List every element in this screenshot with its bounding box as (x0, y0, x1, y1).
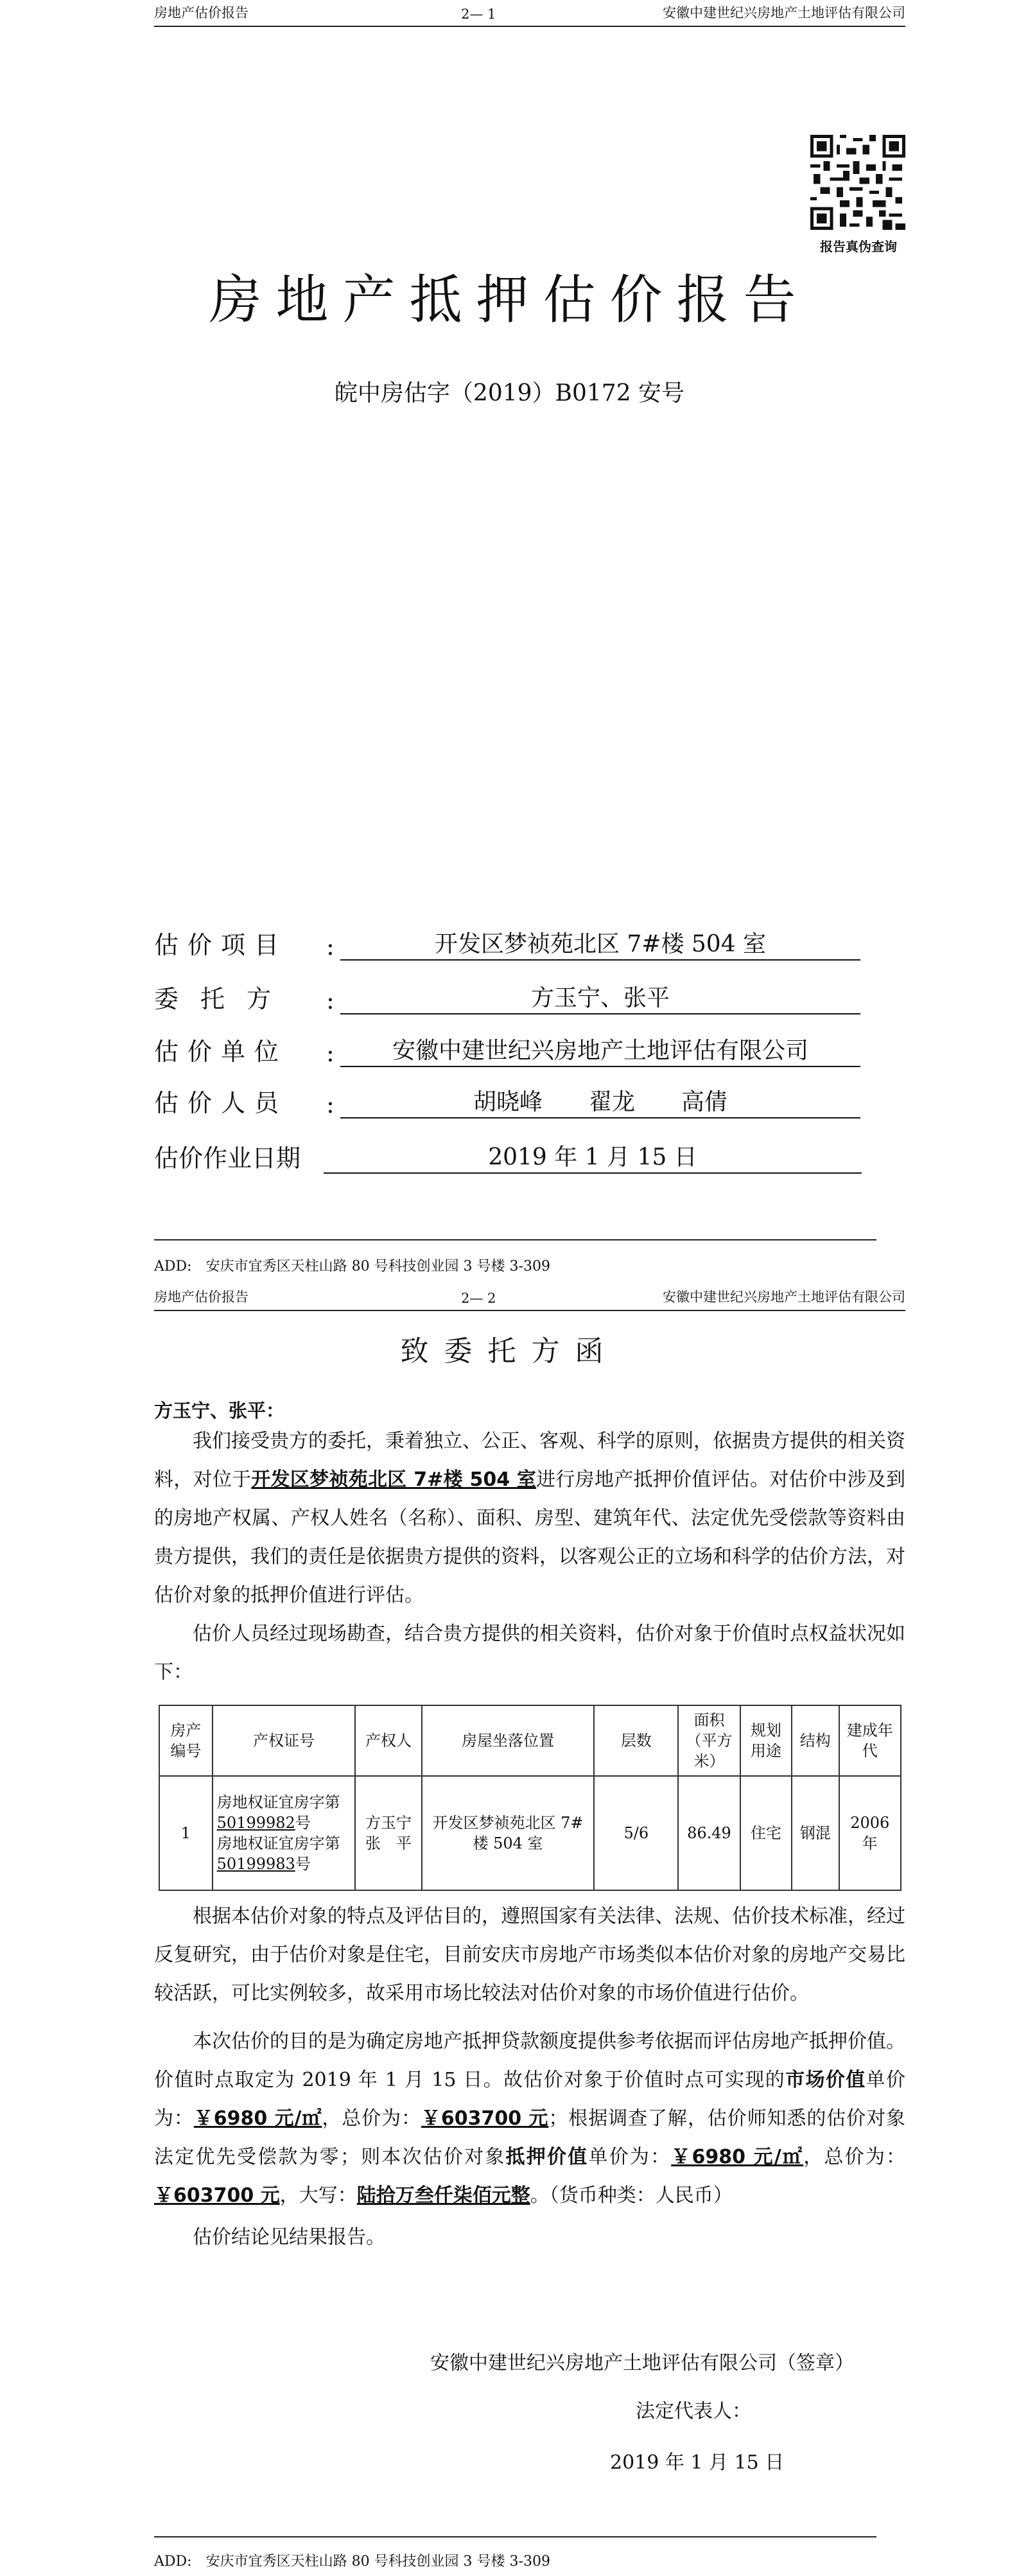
owner-name: 方玉宁 (365, 1814, 412, 1832)
table-header-cell: 建成年代 (839, 1705, 901, 1776)
table-header-cell: 规划用途 (740, 1705, 792, 1776)
field-value-client: 方玉宁、张平 (340, 984, 860, 1014)
signature-company: 安徽中建世纪兴房地产土地评估有限公司（签章） (430, 2352, 854, 2374)
cell-owner (355, 1776, 421, 1890)
page2-header-left: 房地产估价报告 (154, 1289, 248, 1305)
field-label-company: 估价单位 (154, 1038, 288, 1066)
report-number: 皖中房估字（2019）B0172 安号 (334, 380, 685, 406)
table-header-cell: 面积（平方米） (678, 1705, 740, 1776)
table-header-cell: 结构 (792, 1705, 839, 1776)
page1-footer-divider (154, 1239, 876, 1240)
report-title: 房地产抵押估价报告 (209, 270, 810, 331)
letter-salutation: 方玉宁、张平： (154, 1400, 285, 1422)
table-header-cell: 产权证号 (213, 1705, 356, 1776)
cell-no: 1 (159, 1776, 213, 1890)
table-header-cell: 产权人 (355, 1705, 421, 1776)
letter-paragraph-2: 估价人员经过现场勘查，结合贵方提供的相关资料，估价对象于价值时点权益状况如下： (154, 1623, 905, 1684)
field-label-date: 估价作业日期 (154, 1144, 301, 1172)
certificate-line: 房地权证宜房字第 (216, 1793, 340, 1811)
field-row-client (154, 985, 873, 1020)
qr-code-icon[interactable] (810, 135, 905, 230)
field-colon: : (326, 986, 335, 1014)
letter-title: 致委托方函 (400, 1335, 619, 1368)
field-row-appraisers (154, 1089, 873, 1124)
letter-paragraph-1: 我们接受贵方的委托，秉着独立、公正、客观、科学的原则，依据贵方提供的相关资料，对位于开发区梦祯苑北区 7#楼 504 室进行房地产抵押价值评估。对估价中涉及到的房地产权属、产权人姓名（名称）、面积、房型、建筑年代、法定优先受偿款等资料由贵方提供，我们的责任是依据贵方提供的资料，以客观公正的立场和科学的估价方法，对估价对象的抵押价值进行评估。 (154, 1430, 906, 1606)
field-row-date (154, 1144, 873, 1179)
letter-paragraph-5: 估价结论见结果报告。 (193, 2226, 385, 2249)
field-colon: : (326, 932, 335, 961)
field-label-appraisers: 估价人员 (154, 1089, 288, 1117)
signature-date: 2019 年 1 月 15 日 (610, 2451, 785, 2474)
cell-floors: 5/6 (594, 1776, 678, 1890)
table-header-cell: 房屋坐落位置 (422, 1705, 595, 1776)
page2-header-right: 安徽中建世纪兴房地产土地评估有限公司 (663, 1289, 905, 1305)
field-colon: : (326, 1090, 335, 1118)
table-header-cell: 房产编号 (159, 1705, 213, 1776)
cell-use: 住宅 (740, 1776, 792, 1890)
owner-name: 张 平 (365, 1834, 412, 1852)
certificate-number-line: 50199982号 (216, 1814, 311, 1832)
field-label-client: 委托方 (154, 985, 293, 1013)
letter-paragraph-4: 本次估价的目的是为确定房地产抵押贷款额度提供参考依据而评估房地产抵押价值。价值时点取定为 2019 年 1 月 15 日。故估价对象于价值时点可实现的市场价值单价为：￥6980 元/㎡，总价为：￥603700 元；根据调查了解，估价师知悉的估价对象法定优先受偿款为零；则本次估价对象抵押价值单价为：￥6980 元/㎡，总价为：￥603700 元，大写：陆拾万叁仟柒佰元整。（货币种类：人民币） (154, 2030, 906, 2207)
page2-footer-divider (154, 2536, 876, 2537)
field-value-project: 开发区梦祯苑北区 7#楼 504 室 (340, 930, 860, 961)
certificate-line: 房地权证宜房字第 (216, 1834, 340, 1852)
table-header-row (159, 1705, 901, 1776)
cell-certificate (213, 1776, 356, 1890)
cell-structure: 钢混 (792, 1776, 839, 1890)
page2-footer-address: ADD: 安庆市宜秀区天柱山路 80 号科技创业园 3 号楼 3-309 (154, 2554, 550, 2570)
page1-footer-address: ADD: 安庆市宜秀区天柱山路 80 号科技创业园 3 号楼 3-309 (154, 1258, 550, 1275)
table-row (159, 1776, 901, 1890)
letter-paragraph-3: 根据本估价对象的特点及评估目的，遵照国家有关法律、法规、估价技术标准，经过反复研究，由于估价对象是住宅，目前安庆市房地产市场类似本估价对象的房地产交易比较活跃，可比实例较多，故采用市场比较法对估价对象的市场价值进行估价。 (154, 1905, 905, 2005)
page2-header (154, 1287, 905, 1311)
field-value-date: 2019 年 1 月 15 日 (324, 1143, 862, 1174)
page1-header (154, 3, 905, 27)
page1-header-left: 房地产估价报告 (154, 5, 248, 21)
qr-caption: 报告真伪查询 (820, 239, 897, 254)
cell-year: 2006 年 (839, 1776, 901, 1890)
field-value-company: 安徽中建世纪兴房地产土地评估有限公司 (340, 1036, 860, 1067)
certificate-number-line: 50199983号 (216, 1855, 311, 1873)
signature-representative: 法定代表人： (636, 2400, 751, 2423)
field-label-project: 估价项目 (154, 931, 288, 959)
cell-location: 开发区梦祯苑北区 7#楼 504 室 (422, 1776, 595, 1890)
page2-header-center: 2— 2 (461, 1291, 496, 1306)
field-row-project (154, 931, 873, 966)
cell-area: 86.49 (678, 1776, 740, 1890)
page1-header-right: 安徽中建世纪兴房地产土地评估有限公司 (663, 5, 905, 21)
page1-header-center: 2— 1 (461, 6, 496, 22)
property-table (159, 1705, 901, 1891)
field-colon: : (326, 1039, 335, 1067)
field-row-company (154, 1040, 873, 1072)
field-value-appraisers: 胡晓峰 翟龙 高倩 (340, 1088, 860, 1118)
table-header-cell: 层数 (594, 1705, 678, 1776)
